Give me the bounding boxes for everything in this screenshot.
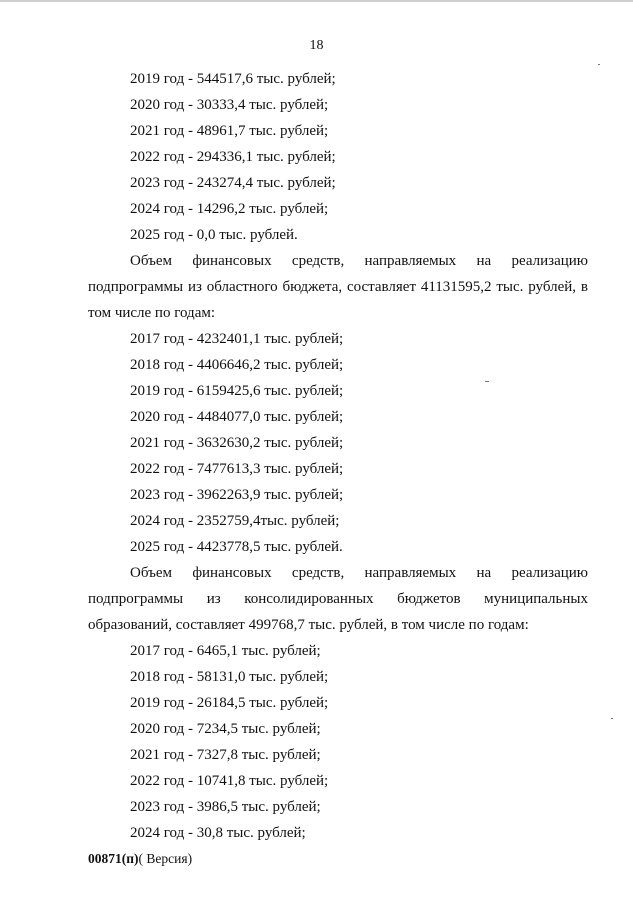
year-line: 2021 год - 7327,8 тыс. рублей;	[130, 747, 321, 763]
year-line: 2021 год - 48961,7 тыс. рублей;	[130, 123, 329, 139]
year-line: 2025 год - 0,0 тыс. рублей.	[130, 227, 298, 243]
year-line: 2017 год - 4232401,1 тыс. рублей;	[130, 331, 344, 347]
paragraph-line: Объем финансовых средств, направляемых на реализацию	[130, 253, 588, 269]
year-line: 2022 год - 294336,1 тыс. рублей;	[130, 149, 336, 165]
year-line: 2018 год - 58131,0 тыс. рублей;	[130, 669, 329, 685]
year-line: 2024 год - 14296,2 тыс. рублей;	[130, 201, 329, 217]
year-line: 2020 год - 4484077,0 тыс. рублей;	[130, 409, 344, 425]
paragraph-line: подпрограммы из консолидированных бюджетов муниципальных	[88, 591, 588, 607]
year-line: 2021 год - 3632630,2 тыс. рублей;	[130, 435, 344, 451]
year-line: 2019 год - 6159425,6 тыс. рублей;	[130, 383, 344, 399]
year-line: 2020 год - 7234,5 тыс. рублей;	[130, 721, 321, 737]
year-line: 2020 год - 30333,4 тыс. рублей;	[130, 97, 329, 113]
year-line: 2017 год - 6465,1 тыс. рублей;	[130, 643, 321, 659]
year-line: 2022 год - 10741,8 тыс. рублей;	[130, 773, 329, 789]
year-line: 2024 год - 30,8 тыс. рублей;	[130, 825, 306, 841]
scan-speck	[611, 718, 613, 719]
year-line: 2019 год - 26184,5 тыс. рублей;	[130, 695, 329, 711]
year-line: 2024 год - 2352759,4тыс. рублей;	[130, 513, 340, 529]
version-label: ( Версия)	[138, 851, 193, 866]
document-code: 00871(п)	[88, 851, 139, 866]
document-footer	[88, 851, 192, 867]
paragraph-line: том числе по годам:	[88, 305, 216, 321]
year-line: 2019 год - 544517,6 тыс. рублей;	[130, 71, 336, 87]
year-line: 2025 год - 4423778,5 тыс. рублей.	[130, 539, 343, 555]
year-line: 2023 год - 3962263,9 тыс. рублей;	[130, 487, 344, 503]
year-line: 2023 год - 243274,4 тыс. рублей;	[130, 175, 336, 191]
paragraph-line: Объем финансовых средств, направляемых на реализацию	[130, 565, 588, 581]
page-top-edge	[0, 0, 633, 2]
year-line: 2023 год - 3986,5 тыс. рублей;	[130, 799, 321, 815]
scan-speck	[598, 64, 600, 65]
scan-speck	[485, 381, 489, 382]
document-body	[88, 66, 588, 846]
year-line: 2022 год - 7477613,3 тыс. рублей;	[130, 461, 344, 477]
paragraph-line: подпрограммы из областного бюджета, составляет 41131595,2 тыс. рублей, в	[88, 279, 588, 295]
page-number: 18	[309, 38, 324, 53]
paragraph-line: образований, составляет 499768,7 тыс. рублей, в том числе по годам:	[88, 617, 529, 633]
year-line: 2018 год - 4406646,2 тыс. рублей;	[130, 357, 344, 373]
